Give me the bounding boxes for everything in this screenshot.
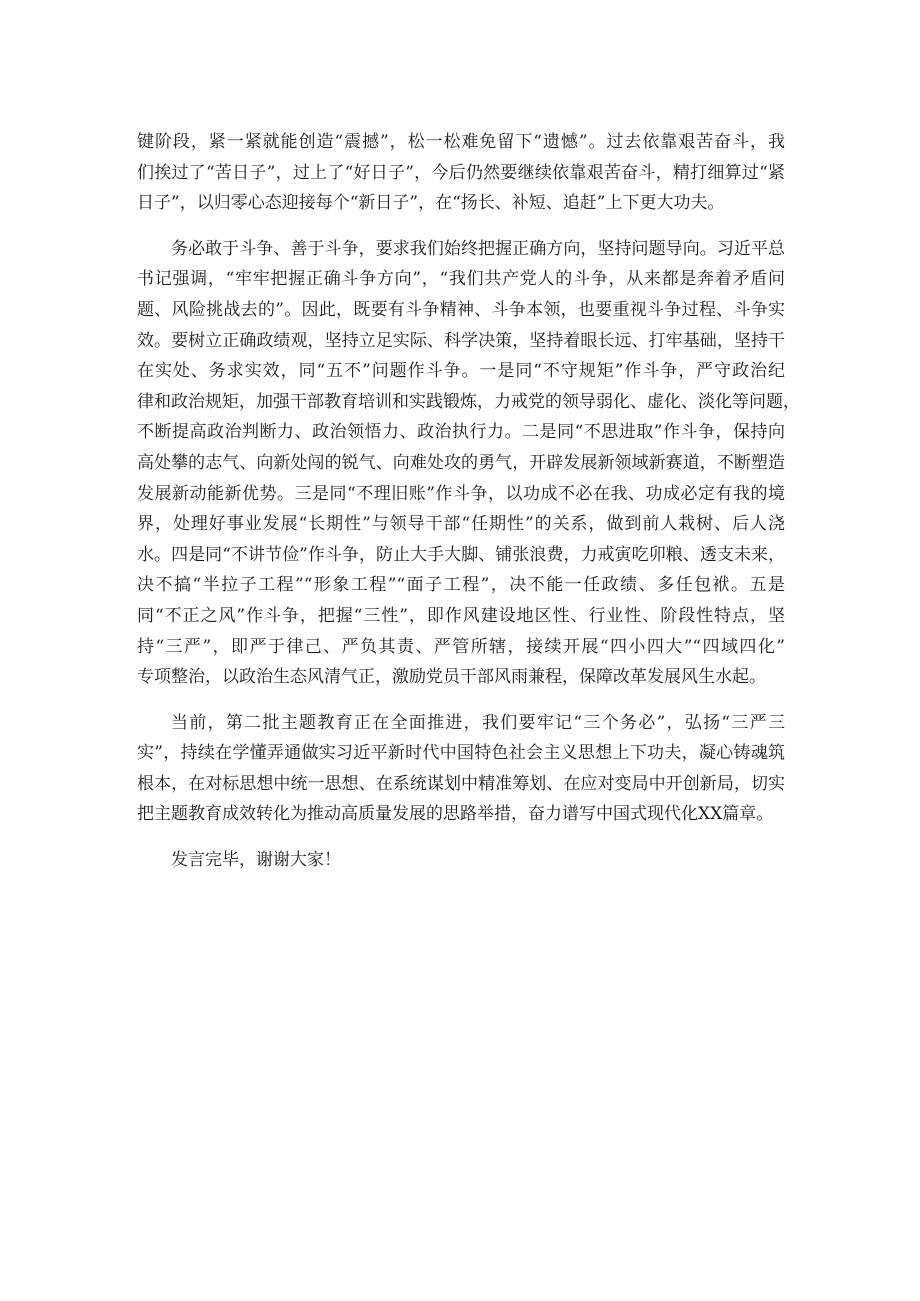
text-line: 务必敢于斗争、善于斗争，要求我们始终把握正确方向，坚持问题导向。习近平总 bbox=[171, 238, 785, 259]
text-line: 发言完毕，谢谢大家！ bbox=[171, 850, 341, 871]
paragraph-spacer bbox=[137, 219, 785, 234]
text-line: 发展新动能新优势。三是同“不理旧账”作斗争，以功成不必在我、功成必定有我的境 bbox=[137, 483, 785, 504]
text-line: 书记强调，“牢牢把握正确斗争方向”，“我们共产党人的斗争，从来都是奔着矛盾问 bbox=[137, 269, 785, 290]
text-line: 高处攀的志气、向新处闯的锐气、向难处攻的勇气，开辟发展新领域新赛道，不断塑造 bbox=[137, 452, 785, 473]
text-line: 键阶段，紧一紧就能创造“震撼”，松一松难免留下“遗憾”。过去依靠艰苦奋斗，我 bbox=[137, 132, 785, 152]
paragraph-spacer bbox=[137, 693, 785, 708]
text-line: 同“不正之风”作斗争，把握“三性”，即作风建设地区性、行业性、阶段性特点，坚 bbox=[137, 605, 785, 626]
text-line: 把主题教育成效转化为推动高质量发展的思路举措，奋力谱写中国式现代化XX篇章。 bbox=[137, 804, 774, 825]
paragraph-theme-education bbox=[137, 708, 785, 830]
text-line: 持“三严”，即严于律己、严负其责、严管所辖，接续开展“四小四大”“四域四化” bbox=[137, 636, 785, 657]
text-line: 题、风险挑战去的”。因此，既要有斗争精神、斗争本领，也要重视斗争过程、斗争实 bbox=[137, 299, 785, 320]
text-line: 不断提高政治判断力、政治领悟力、政治执行力。二是同“不思进取”作斗争，保持向 bbox=[137, 422, 785, 443]
text-line: 当前，第二批主题教育正在全面推进，我们要牢记“三个务必”，弘扬“三严三 bbox=[171, 712, 785, 733]
text-line: 决不搞“半拉子工程”“形象工程”“面子工程”，决不能一任政绩、多任包袱。五是 bbox=[137, 575, 785, 596]
paragraph-closing bbox=[137, 845, 785, 876]
text-line: 专项整治，以政治生态风清气正，激励党员干部风雨兼程，保障改革发展风生水起。 bbox=[137, 667, 766, 688]
text-line: 根本，在对标思想中统一思想、在系统谋划中精准筹划、在应对变局中开创新局，切实 bbox=[137, 773, 785, 794]
text-line: 实”，持续在学懂弄通做实习近平新时代中国特色社会主义思想上下功夫，凝心铸魂筑 bbox=[137, 743, 785, 764]
document-body bbox=[137, 127, 800, 876]
text-line: 日子”，以归零心态迎接每个“新日子”，在“扬长、补短、追赶”上下更大功夫。 bbox=[137, 193, 725, 214]
text-line: 水。四是同“不讲节俭”作斗争，防止大手大脚、铺张浪费，力戒寅吃卯粮、透支未来， bbox=[137, 544, 785, 565]
paragraph-spacer bbox=[137, 830, 785, 845]
text-line: 律和政治规矩，加强干部教育培训和实践锻炼，力戒党的领导弱化、虚化、淡化等问题， bbox=[137, 391, 800, 412]
text-line: 在实处、务求实效，同“五不”问题作斗争。一是同“不守规矩”作斗争，严守政治纪 bbox=[137, 361, 785, 382]
text-line: 们挨过了“苦日子”，过上了“好日子”，今后仍然要继续依靠艰苦奋斗，精打细算过“紧 bbox=[137, 162, 785, 183]
paragraph-struggle bbox=[137, 234, 800, 693]
text-line: 界，处理好事业发展“长期性”与领导干部“任期性”的关系，做到前人栽树、后人浇 bbox=[137, 514, 785, 535]
text-line: 效。要树立正确政绩观，坚持立足实际、科学决策，坚持着眼长远、打牢基础，坚持干 bbox=[137, 330, 785, 351]
paragraph-continuation bbox=[137, 127, 785, 219]
